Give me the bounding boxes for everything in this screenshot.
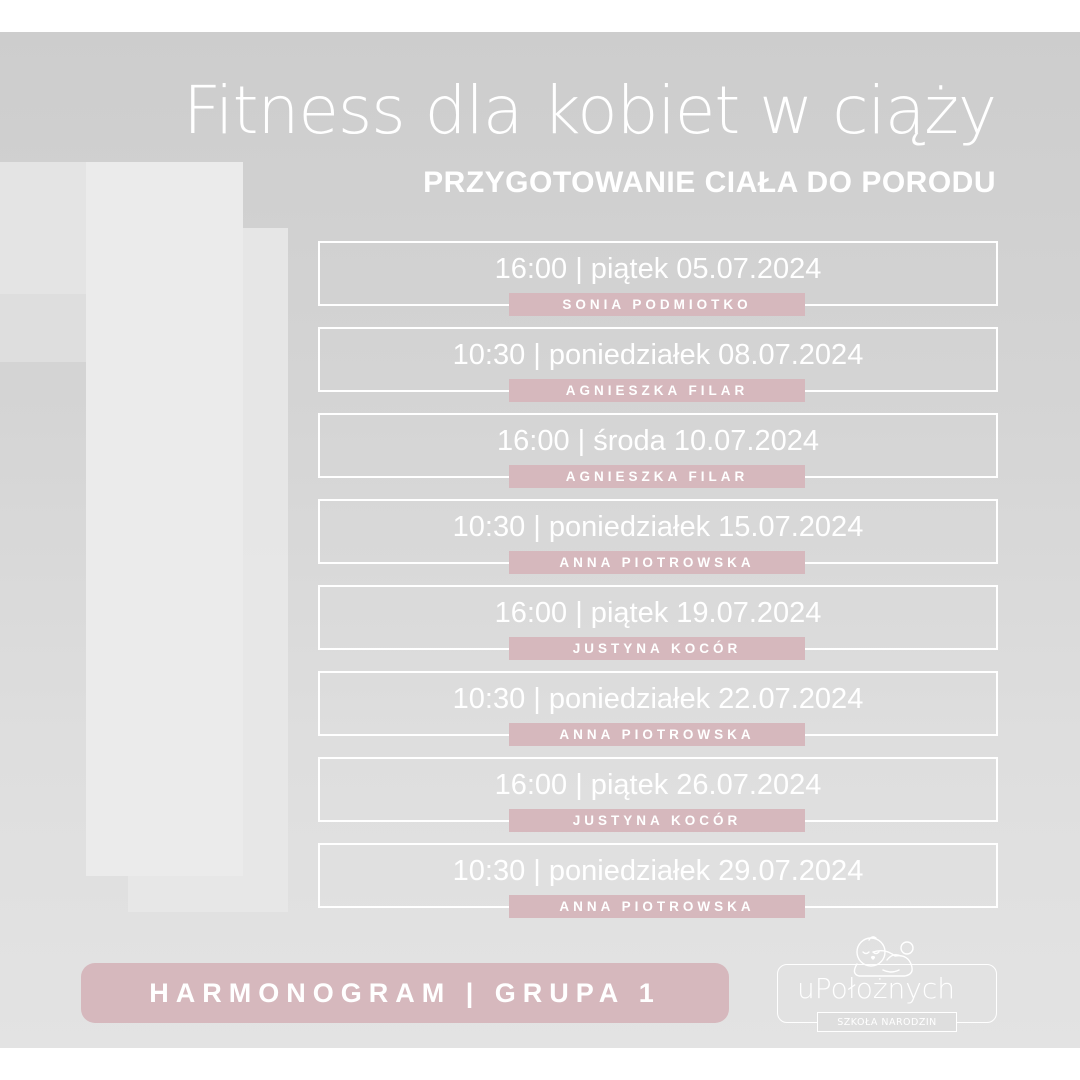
logo-wordmark: uPołożnych — [797, 972, 956, 1005]
session-datetime: 16:00 | środa 10.07.2024 — [497, 425, 819, 457]
schedule-item — [318, 413, 998, 499]
brand-logo — [777, 930, 999, 1048]
session-datetime: 16:00 | piątek 05.07.2024 — [494, 253, 822, 285]
schedule-item — [318, 585, 998, 671]
session-datetime: 16:00 | piątek 26.07.2024 — [494, 769, 822, 801]
logo-tagline: SZKOŁA NARODZIN — [817, 1012, 957, 1032]
session-datetime: 10:30 | poniedziałek 08.07.2024 — [452, 339, 864, 371]
trainer-name-tag: JUSTYNA KOCÓR — [509, 637, 805, 660]
trainer-name-tag: AGNIESZKA FILAR — [509, 379, 805, 402]
schedule-item — [318, 843, 998, 929]
decorative-number-stem — [86, 162, 243, 876]
schedule-item — [318, 241, 998, 327]
decorative-number-flag-tip — [0, 294, 86, 362]
session-datetime: 10:30 | poniedziałek 29.07.2024 — [452, 855, 864, 887]
trainer-name-tag: AGNIESZKA FILAR — [509, 465, 805, 488]
schedule-list — [318, 241, 998, 929]
schedule-item — [318, 499, 998, 585]
schedule-item — [318, 671, 998, 757]
trainer-name-tag: ANNA PIOTROWSKA — [509, 551, 805, 574]
session-datetime: 10:30 | poniedziałek 22.07.2024 — [452, 683, 864, 715]
schedule-item — [318, 757, 998, 843]
trainer-name-tag: ANNA PIOTROWSKA — [509, 895, 805, 918]
page-subtitle: PRZYGOTOWANIE CIAŁA DO PORODU — [423, 166, 996, 199]
trainer-name-tag: SONIA PODMIOTKO — [509, 293, 805, 316]
background-panel — [0, 32, 1080, 1048]
trainer-name-tag: JUSTYNA KOCÓR — [509, 809, 805, 832]
session-datetime: 10:30 | poniedziałek 15.07.2024 — [452, 511, 864, 543]
session-datetime: 16:00 | piątek 19.07.2024 — [494, 597, 822, 629]
page-title: Fitness dla kobiet w ciąży — [183, 72, 996, 149]
schedule-item — [318, 327, 998, 413]
group-badge: HARMONOGRAM | GRUPA 1 — [81, 963, 729, 1023]
trainer-name-tag: ANNA PIOTROWSKA — [509, 723, 805, 746]
